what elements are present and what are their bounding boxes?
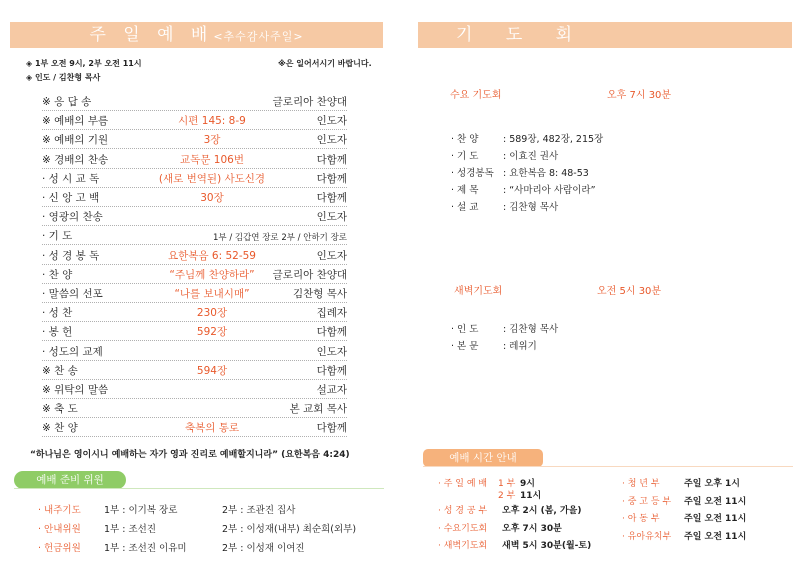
schedule-title: 예배 시간 안내 xyxy=(423,449,543,467)
order-item-name: ※ 위탁의 말씀 xyxy=(42,384,109,396)
schedule-underline xyxy=(423,466,793,467)
order-item-name: ※ 응 답 송 xyxy=(42,96,92,108)
order-item-name: · 성 시 교 독 xyxy=(42,172,100,185)
committee-first-service: 1부 : 조선진 이유미 xyxy=(104,543,187,554)
order-row xyxy=(42,303,347,322)
order-item-leader: 1부 / 김갑연 장로 2부 / 안하기 장로 xyxy=(213,233,347,244)
worship-header xyxy=(10,22,383,48)
schedule-label: · 유아유치부 xyxy=(622,531,672,542)
service-times: ◈ 1부 오전 9시, 2부 오전 11시 xyxy=(26,59,142,68)
order-row xyxy=(42,188,347,207)
schedule-label: · 수요기도회 xyxy=(438,524,488,534)
order-item-detail: 592장 xyxy=(196,326,228,339)
order-row xyxy=(42,380,347,399)
order-row xyxy=(42,130,347,149)
order-item-leader: 다함께 xyxy=(316,192,347,204)
schedule-label: · 성 경 공 부 xyxy=(438,506,488,516)
order-row xyxy=(42,207,347,226)
prayer-item-value: : “사마리아 사람이라” xyxy=(503,185,596,196)
order-item-leader: 다함께 xyxy=(316,153,347,166)
order-item-leader: 다함께 xyxy=(316,364,347,377)
schedule-time: 주일 오후 1시 xyxy=(684,479,740,489)
prayer-item-value: : 레위기 xyxy=(503,341,537,352)
order-item-leader: 인도자 xyxy=(316,115,347,128)
prayer-item-value: : 김찬형 목사 xyxy=(503,202,559,213)
order-item-name: · 성 찬 xyxy=(42,307,73,320)
prayer-item-label: · 성경봉독 xyxy=(451,168,494,179)
order-row xyxy=(42,284,347,303)
committee-label: · 안내위원 xyxy=(38,524,81,535)
order-item-leader: 글로리아 찬양대 xyxy=(272,96,347,108)
order-item-name: · 찬 양 xyxy=(42,268,73,281)
schedule-label: · 중 고 등 부 xyxy=(622,496,672,507)
order-item-detail: “주님께 찬양하라” xyxy=(169,268,255,281)
schedule-time: 오후 7시 30분 xyxy=(502,524,562,534)
schedule-label: · 새벽기도회 xyxy=(438,541,488,551)
order-row xyxy=(42,246,347,265)
order-row xyxy=(42,265,347,284)
order-item-leader: 인도자 xyxy=(316,134,347,147)
order-item-leader: 김찬형 목사 xyxy=(292,288,347,300)
schedule-part: 2 부 xyxy=(498,491,516,501)
committee-second-service: 2부 : 이성재 이여진 xyxy=(222,543,305,554)
order-row xyxy=(42,399,347,418)
row-divider xyxy=(42,436,347,437)
prayer-item-value: : 589장, 482장, 215장 xyxy=(503,134,604,145)
prayer-item-label: · 찬 양 xyxy=(451,134,479,145)
order-item-name: · 봉 헌 xyxy=(42,326,73,339)
worship-subtitle: <추수감사주일> xyxy=(213,30,304,43)
order-item-name: · 신 앙 고 백 xyxy=(42,192,100,204)
order-item-name: ※ 축 도 xyxy=(42,403,78,416)
committee-title: 예배 준비 위원 xyxy=(14,471,126,489)
order-item-name: · 성 경 봉 독 xyxy=(42,249,100,262)
order-item-name: ※ 예배의 기원 xyxy=(42,134,109,147)
prayer-item-label: · 기 도 xyxy=(451,151,479,162)
order-item-name: · 말씀의 선포 xyxy=(42,288,103,300)
order-item-detail: 594장 xyxy=(196,364,228,377)
schedule-time: 새벽 5시 30분(월-토) xyxy=(502,541,592,551)
order-item-leader: 설교자 xyxy=(316,384,347,396)
prayer-item-value: : 요한복음 8: 48-53 xyxy=(503,168,589,179)
order-item-name: · 기 도 xyxy=(42,230,73,243)
prayer-title: 기 도 회 xyxy=(456,25,587,45)
schedule-time: 9시 xyxy=(520,479,535,489)
order-item-detail: 3장 xyxy=(203,134,221,147)
schedule-label: · 아 동 부 xyxy=(622,514,660,524)
dawn-time: 오전 5시 30분 xyxy=(597,286,662,297)
order-row xyxy=(42,361,347,380)
leader-line: ◈ 인도 / 김찬형 목사 xyxy=(26,73,101,82)
schedule-time: 주일 오전 11시 xyxy=(684,514,747,524)
order-item-leader: 다함께 xyxy=(316,172,347,185)
order-item-name: · 성도의 교제 xyxy=(42,345,103,358)
prayer-item-label: · 제 목 xyxy=(451,185,479,196)
order-item-leader: 글로리아 찬양대 xyxy=(272,268,347,281)
order-item-detail: 30장 xyxy=(200,192,224,204)
order-item-detail: 요한복음 6: 52-59 xyxy=(168,249,256,262)
order-item-name: ※ 찬 양 xyxy=(42,422,78,435)
order-item-leader: 집례자 xyxy=(316,307,347,320)
committee-label: · 헌금위원 xyxy=(38,543,81,554)
order-row xyxy=(42,169,347,188)
schedule-time: 주일 오전 11시 xyxy=(684,531,747,542)
order-item-name: ※ 찬 송 xyxy=(42,364,78,377)
prayer-item-value: : 김찬형 목사 xyxy=(503,324,559,335)
order-item-leader: 인도자 xyxy=(316,211,347,224)
schedule-part: 1 부 xyxy=(498,479,516,489)
order-item-name: · 영광의 찬송 xyxy=(42,211,103,224)
prayer-item-label: · 인 도 xyxy=(451,324,479,335)
committee-first-service: 1부 : 조선진 xyxy=(104,524,156,535)
wednesday-title: 수요 기도회 xyxy=(450,90,502,101)
committee-second-service: 2부 : 이성재(내부) 최순희(외부) xyxy=(222,524,357,535)
committee-second-service: 2부 : 조관진 집사 xyxy=(222,505,296,516)
order-item-detail: 시편 145: 8-9 xyxy=(178,115,246,128)
prayer-item-value: : 이효진 권사 xyxy=(503,151,559,162)
prayer-header xyxy=(418,22,792,48)
committee-first-service: 1부 : 이기복 장로 xyxy=(104,505,178,516)
order-item-leader: 다함께 xyxy=(316,422,347,435)
order-item-leader: 본 교회 목사 xyxy=(289,403,347,416)
order-item-leader: 인도자 xyxy=(316,345,347,358)
order-row xyxy=(42,92,347,111)
verse-quote: “하나님은 영이시니 예배하는 자가 영과 진리로 예배할지니라” (요한복음 4:24) xyxy=(30,450,350,460)
wednesday-time: 오후 7시 30분 xyxy=(607,90,672,101)
prayer-item-label: · 설 교 xyxy=(451,202,479,213)
standing-notice: ※은 일어서시기 바랍니다. xyxy=(278,59,372,68)
schedule-time: 11시 xyxy=(520,491,542,501)
order-row xyxy=(42,111,347,130)
order-row xyxy=(42,342,347,361)
schedule-label: · 주 일 예 배 xyxy=(438,479,488,489)
order-item-detail: 교독문 106번 xyxy=(180,153,244,166)
order-row xyxy=(42,322,347,341)
prayer-item-label: · 본 문 xyxy=(451,341,479,352)
order-item-detail: (새로 번역된) 사도신경 xyxy=(158,172,266,185)
order-item-leader: 다함께 xyxy=(316,326,347,339)
committee-label: · 내주기도 xyxy=(38,505,81,516)
order-row xyxy=(42,418,347,437)
worship-title: 주 일 예 배 xyxy=(89,25,214,45)
order-item-name: ※ 예배의 부름 xyxy=(42,115,109,128)
order-item-detail: “나를 보내시매” xyxy=(174,288,250,300)
order-item-name: ※ 경배의 찬송 xyxy=(42,153,109,166)
schedule-label: · 청 년 부 xyxy=(622,479,660,489)
committee-underline xyxy=(14,488,384,489)
order-row xyxy=(42,226,347,245)
order-item-detail: 230장 xyxy=(196,307,228,320)
schedule-time: 주일 오전 11시 xyxy=(684,496,747,507)
order-row xyxy=(42,150,347,169)
schedule-time: 오후 2시 (봄, 가을) xyxy=(502,506,582,516)
dawn-title: 새벽기도회 xyxy=(454,286,503,297)
order-item-leader: 인도자 xyxy=(316,249,347,262)
order-item-detail: 축복의 통로 xyxy=(184,422,240,435)
